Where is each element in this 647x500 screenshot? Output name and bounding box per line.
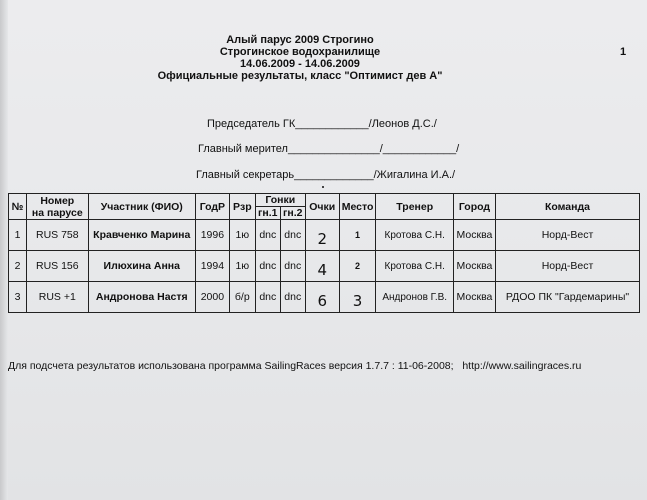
signature-value: /Жигалина И.А./ <box>373 169 456 181</box>
results-subtitle: Официальные результаты, класс "Оптимист дев А" <box>157 70 443 82</box>
signature-label: Главный секретарь <box>196 169 295 181</box>
cell-city: Москва <box>453 220 495 251</box>
cell-race-1: dnc <box>255 251 280 282</box>
header-city: Город <box>453 194 495 220</box>
cell-year: 2000 <box>195 282 229 313</box>
table-row <box>9 220 640 251</box>
cell-rank: 1ю <box>229 220 255 251</box>
signature-label: Главный мерител <box>198 143 288 155</box>
cell-points <box>305 220 339 251</box>
cell-coach: Кротова С.Н. <box>376 220 454 251</box>
signature-line: _____________ <box>294 169 374 181</box>
cell-points <box>305 251 339 282</box>
header-rank: Рзр <box>229 194 255 220</box>
cell-race-2: dnc <box>280 220 305 251</box>
regatta-dates: 14.06.2009 - 14.06.2009 <box>240 58 360 70</box>
cell-coach: Андронов Г.В. <box>376 282 454 313</box>
header-coach: Тренер <box>376 194 454 220</box>
table-row <box>9 282 640 313</box>
regatta-title: Алый парус 2009 Строгино <box>226 34 374 46</box>
signature-chairman <box>207 118 437 130</box>
cell-place <box>339 282 376 313</box>
footer-url: http://www.sailingraces.ru <box>462 360 582 372</box>
header-name: Участник (ФИО) <box>88 194 195 220</box>
cell-sail: RUS +1 <box>26 282 88 313</box>
signature-label: Председатель ГК <box>207 118 296 130</box>
header-race-2: гн.2 <box>280 207 305 220</box>
ink-speck <box>322 186 324 188</box>
cell-points <box>305 282 339 313</box>
signature-secretary <box>196 169 455 181</box>
handwritten-points: 4 <box>317 261 327 279</box>
footer-text: Для подсчета результатов использована программа SailingRaces версия 1.7.7 : 11-06-2008; <box>8 360 454 372</box>
place-value: 1 <box>355 230 361 240</box>
cell-coach: Кротова С.Н. <box>376 251 454 282</box>
cell-sail: RUS 156 <box>26 251 88 282</box>
handwritten-place: 3 <box>352 292 363 310</box>
cell-year: 1994 <box>195 251 229 282</box>
header-team: Команда <box>495 194 639 220</box>
cell-place <box>339 220 376 251</box>
cell-team: Норд-Вест <box>495 220 639 251</box>
signature-line: _______________ <box>287 143 380 155</box>
cell-name: Андронова Настя <box>88 282 195 313</box>
header-num: № <box>9 194 27 220</box>
cell-race-2: dnc <box>280 282 305 313</box>
signature-value: /____________/ <box>379 143 460 155</box>
handwritten-points: 6 <box>317 292 327 310</box>
cell-place <box>339 251 376 282</box>
cell-num: 1 <box>9 220 27 251</box>
signature-line: ____________ <box>295 118 369 130</box>
cell-num: 3 <box>9 282 27 313</box>
handwritten-points: 2 <box>317 230 327 248</box>
header-sail <box>26 194 88 220</box>
header-sail-line2: на парусе <box>31 206 83 219</box>
page-number: 1 <box>620 46 627 58</box>
cell-city: Москва <box>453 282 495 313</box>
venue-name: Строгинское водохранилище <box>219 46 381 58</box>
cell-team: РДОО ПК "Гардемарины" <box>495 282 639 313</box>
header-year: ГодР <box>195 194 229 220</box>
header-sail-line1: Номер <box>40 194 75 207</box>
header-points: Очки <box>305 194 339 220</box>
cell-rank: б/р <box>229 282 255 313</box>
page-fold-shadow <box>0 0 8 500</box>
cell-rank: 1ю <box>229 251 255 282</box>
cell-year: 1996 <box>195 220 229 251</box>
table-header-row <box>9 194 640 207</box>
header-races: Гонки <box>255 194 305 207</box>
signature-measurer <box>198 143 459 155</box>
place-value: 2 <box>355 261 361 271</box>
document-header <box>150 34 450 82</box>
results-table <box>8 193 640 313</box>
cell-city: Москва <box>453 251 495 282</box>
header-place: Место <box>339 194 376 220</box>
signature-value: /Леонов Д.С./ <box>368 118 437 130</box>
table-row <box>9 251 640 282</box>
cell-team: Норд-Вест <box>495 251 639 282</box>
cell-name: Илюхина Анна <box>88 251 195 282</box>
cell-race-1: dnc <box>255 282 280 313</box>
footer-note <box>8 360 581 372</box>
header-race-1: гн.1 <box>255 207 280 220</box>
cell-race-1: dnc <box>255 220 280 251</box>
cell-race-2: dnc <box>280 251 305 282</box>
cell-sail: RUS 758 <box>26 220 88 251</box>
cell-num: 2 <box>9 251 27 282</box>
cell-name: Кравченко Марина <box>88 220 195 251</box>
